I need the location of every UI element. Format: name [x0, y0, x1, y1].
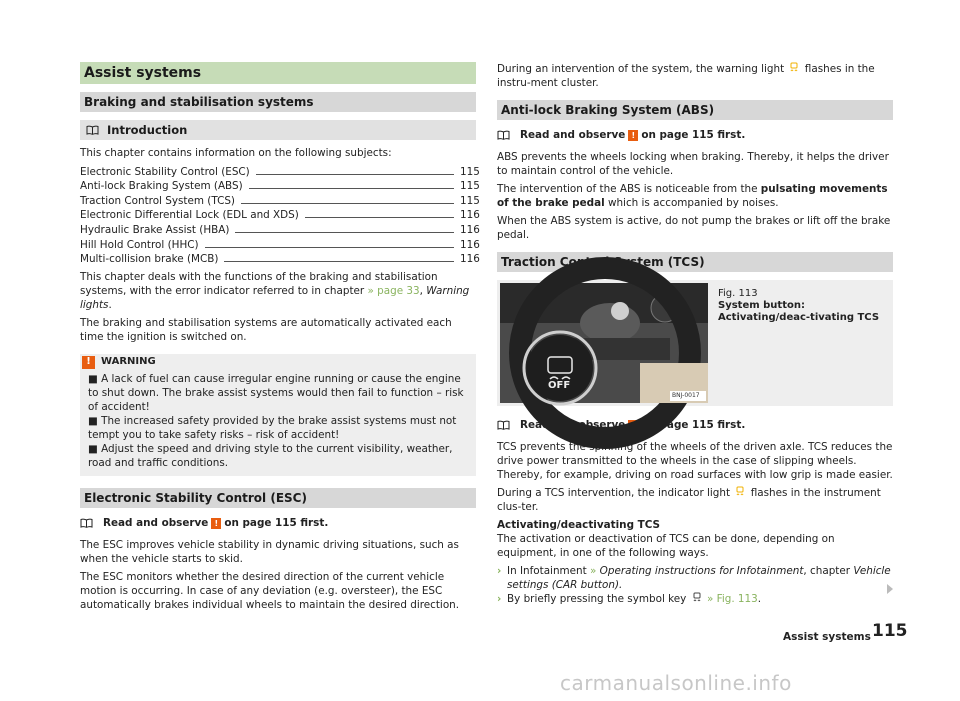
watermark: carmanualsonline.info	[560, 671, 792, 695]
read-observe-page: on page 115 first.	[641, 419, 746, 431]
emphasis-text: Warning lights	[80, 285, 470, 312]
toc-row[interactable]	[80, 193, 480, 208]
paragraph-text: flashes in the instrument clus-ter.	[497, 487, 881, 513]
esc-paragraph: The ESC improves vehicle stability in dynamic driving situations, such as when the vehicle starts to skid.	[80, 539, 459, 566]
bullet-text-part: By briefly pressing the symbol key	[507, 593, 687, 605]
toc-page: 115	[460, 165, 480, 178]
emphasis-text: Vehicle settings (CAR button).	[507, 565, 891, 591]
toc-row[interactable]	[80, 222, 480, 237]
paragraph-text: .	[108, 299, 112, 312]
tcs-section-title: Traction Control System (TCS)	[497, 252, 893, 272]
read-observe-text: Read and observe	[520, 419, 626, 431]
esc-paragraph: The ESC monitors whether the desired direction of the current vehicle motion is occurring. In case of any deviation (e.g. oversteer), the ESC automatically brakes individual wheels to maintain the desired direction.	[80, 571, 460, 612]
warning-ref-icon[interactable]: !	[211, 518, 221, 529]
intro-heading	[80, 120, 476, 140]
toc-row[interactable]	[80, 179, 480, 194]
toc-label: Multi-collision brake (MCB)	[80, 253, 219, 266]
paragraph-text: This chapter deals with the functions of the braking and stabilisation systems, with the error indicator referred to in chapter	[80, 271, 438, 298]
toc-label: Hill Hold Control (HHC)	[80, 238, 199, 251]
chevron-right-icon: ›	[497, 593, 502, 605]
footer-chapter-label: Assist systems	[783, 631, 871, 643]
figure-number: Fig. 113	[718, 288, 758, 299]
abs-paragraph	[497, 182, 893, 210]
figure-link[interactable]: » Fig. 113	[706, 593, 758, 605]
page-link[interactable]: » page 33	[367, 285, 420, 298]
read-observe-text: Read and observe	[103, 517, 209, 530]
right-column	[497, 62, 893, 606]
warning-item: ■ A lack of fuel can cause irregular engine running or cause the engine to shut down. The brake assist systems would then fail to function – risk of accident!	[88, 373, 464, 414]
book-icon	[86, 125, 99, 135]
toc-label: Electronic Stability Control (ESC)	[80, 165, 250, 178]
toc-label: Electronic Differential Lock (EDL and XDS)	[80, 209, 299, 222]
paragraph-text: ,	[419, 285, 427, 298]
bold-text: pulsating movements of the brake pedal	[497, 183, 888, 209]
activation-text: The activation or deactivation of TCS can be done, depending on equipment, in one of the following ways.	[497, 533, 835, 559]
paragraph-text: During a TCS intervention, the indicator light	[497, 487, 731, 499]
bullet-text	[507, 592, 761, 606]
read-observe-text: Read and observe	[520, 129, 626, 141]
toc-leader	[205, 247, 454, 248]
figure-code: BNJ-0017	[672, 392, 700, 399]
list-item	[497, 564, 893, 592]
toc-page: 115	[460, 194, 480, 207]
warning-ref-icon[interactable]: !	[628, 420, 638, 431]
activation-paragraph: The braking and stabilisation systems are automatically activated each time the ignition is switched on.	[80, 317, 452, 344]
read-observe-page: on page 115 first.	[224, 517, 329, 530]
toc-leader	[256, 174, 454, 175]
section-title: Braking and stabilisation systems	[80, 92, 476, 112]
figure-box	[497, 280, 893, 406]
esc-section-title: Electronic Stability Control (ESC)	[80, 488, 476, 508]
activation-block	[497, 518, 893, 532]
toc-row[interactable]	[80, 164, 480, 179]
paragraph-text: During an intervention of the system, the warning light	[497, 63, 785, 75]
book-icon	[497, 130, 510, 140]
chevron-right-icon: ›	[497, 565, 502, 577]
toc-label: Traction Control System (TCS)	[80, 194, 235, 207]
toc-label: Hydraulic Brake Assist (HBA)	[80, 223, 230, 236]
page-number: 115	[872, 621, 908, 641]
tcs-indicator-light-icon	[735, 486, 745, 497]
esc-read-observe	[80, 516, 476, 530]
read-observe-page: on page 115 first.	[641, 129, 746, 141]
figure-caption	[708, 280, 893, 406]
page-link[interactable]: »	[590, 565, 597, 577]
abs-paragraph: When the ABS system is active, do not pump the brakes or lift off the brake pedal.	[497, 215, 891, 241]
intro-title: Introduction	[107, 123, 188, 137]
bullet-text-part: .	[757, 593, 762, 605]
book-icon	[497, 420, 510, 430]
toc-page: 116	[460, 253, 480, 266]
warning-item: ■ Adjust the speed and driving style to the current visibility, weather, road and traffic conditions.	[88, 443, 453, 470]
abs-section-title: Anti-lock Braking System (ABS)	[497, 100, 893, 120]
warning-body	[80, 370, 476, 470]
toc-row[interactable]	[80, 252, 480, 267]
paragraph-text: flashes in the instru-ment cluster.	[497, 63, 875, 89]
toc-leader	[305, 217, 454, 218]
warning-item: ■ The increased safety provided by the brake assist systems must not tempt you to take safety risks – risk of accident!	[88, 415, 457, 442]
abs-paragraph: ABS prevents the wheels locking when braking. Thereby, it helps the driver to maintain control of the vehicle.	[497, 151, 889, 177]
emphasis-text: Operating instructions for Infotainment	[596, 565, 804, 577]
intro-text: This chapter contains information on the following subjects:	[80, 147, 392, 159]
warning-header	[80, 354, 476, 370]
toc-page: 116	[460, 238, 480, 251]
toc-leader	[249, 188, 454, 189]
bullet-text-part: , chapter	[803, 565, 854, 577]
toc-page: 116	[460, 223, 480, 236]
toc-label: Anti-lock Braking System (ABS)	[80, 180, 243, 193]
intervention-paragraph	[497, 62, 893, 90]
toc-row[interactable]	[80, 237, 480, 252]
tcs-paragraph	[497, 486, 893, 514]
tcs-symbol-key-icon	[692, 592, 702, 603]
continue-arrow-icon	[887, 584, 893, 594]
paragraph-text: which is accompanied by noises.	[604, 197, 779, 209]
left-column	[80, 62, 480, 616]
list-item	[497, 592, 893, 606]
abs-read-observe	[497, 128, 893, 142]
toc-list	[80, 164, 480, 266]
warning-title: WARNING	[101, 356, 156, 368]
bullet-text-part: In Infotainment	[507, 565, 591, 577]
paragraph-text: The intervention of the ABS is noticeable from the	[497, 183, 761, 195]
book-icon	[80, 518, 93, 528]
bullet-text	[507, 564, 893, 592]
steering-wheel-image	[500, 283, 708, 403]
tcs-paragraph: TCS prevents the spinning of the wheels of the driven axle. TCS reduces the drive power transmitted to the wheels in the case of slipping wheels. Thereby, for example, driving on road surfaces with low grip is made easier.	[497, 441, 893, 481]
figure-button-label: OFF	[548, 380, 571, 391]
toc-page: 115	[460, 180, 480, 193]
toc-leader	[241, 203, 454, 204]
chapter-paragraph	[80, 270, 476, 312]
chapter-title: Assist systems	[80, 62, 476, 84]
activation-title: Activating/deactivating TCS	[497, 519, 661, 531]
toc-leader	[235, 232, 454, 233]
toc-page: 116	[460, 209, 480, 222]
toc-leader	[224, 261, 454, 262]
esc-warning-light-icon	[789, 62, 799, 73]
warning-box	[80, 354, 476, 476]
figure-title: System button: Activating/deac-tivating TCS	[718, 300, 880, 323]
warning-icon: !	[82, 356, 95, 369]
warning-ref-icon[interactable]: !	[628, 130, 638, 141]
toc-row[interactable]	[80, 208, 480, 223]
